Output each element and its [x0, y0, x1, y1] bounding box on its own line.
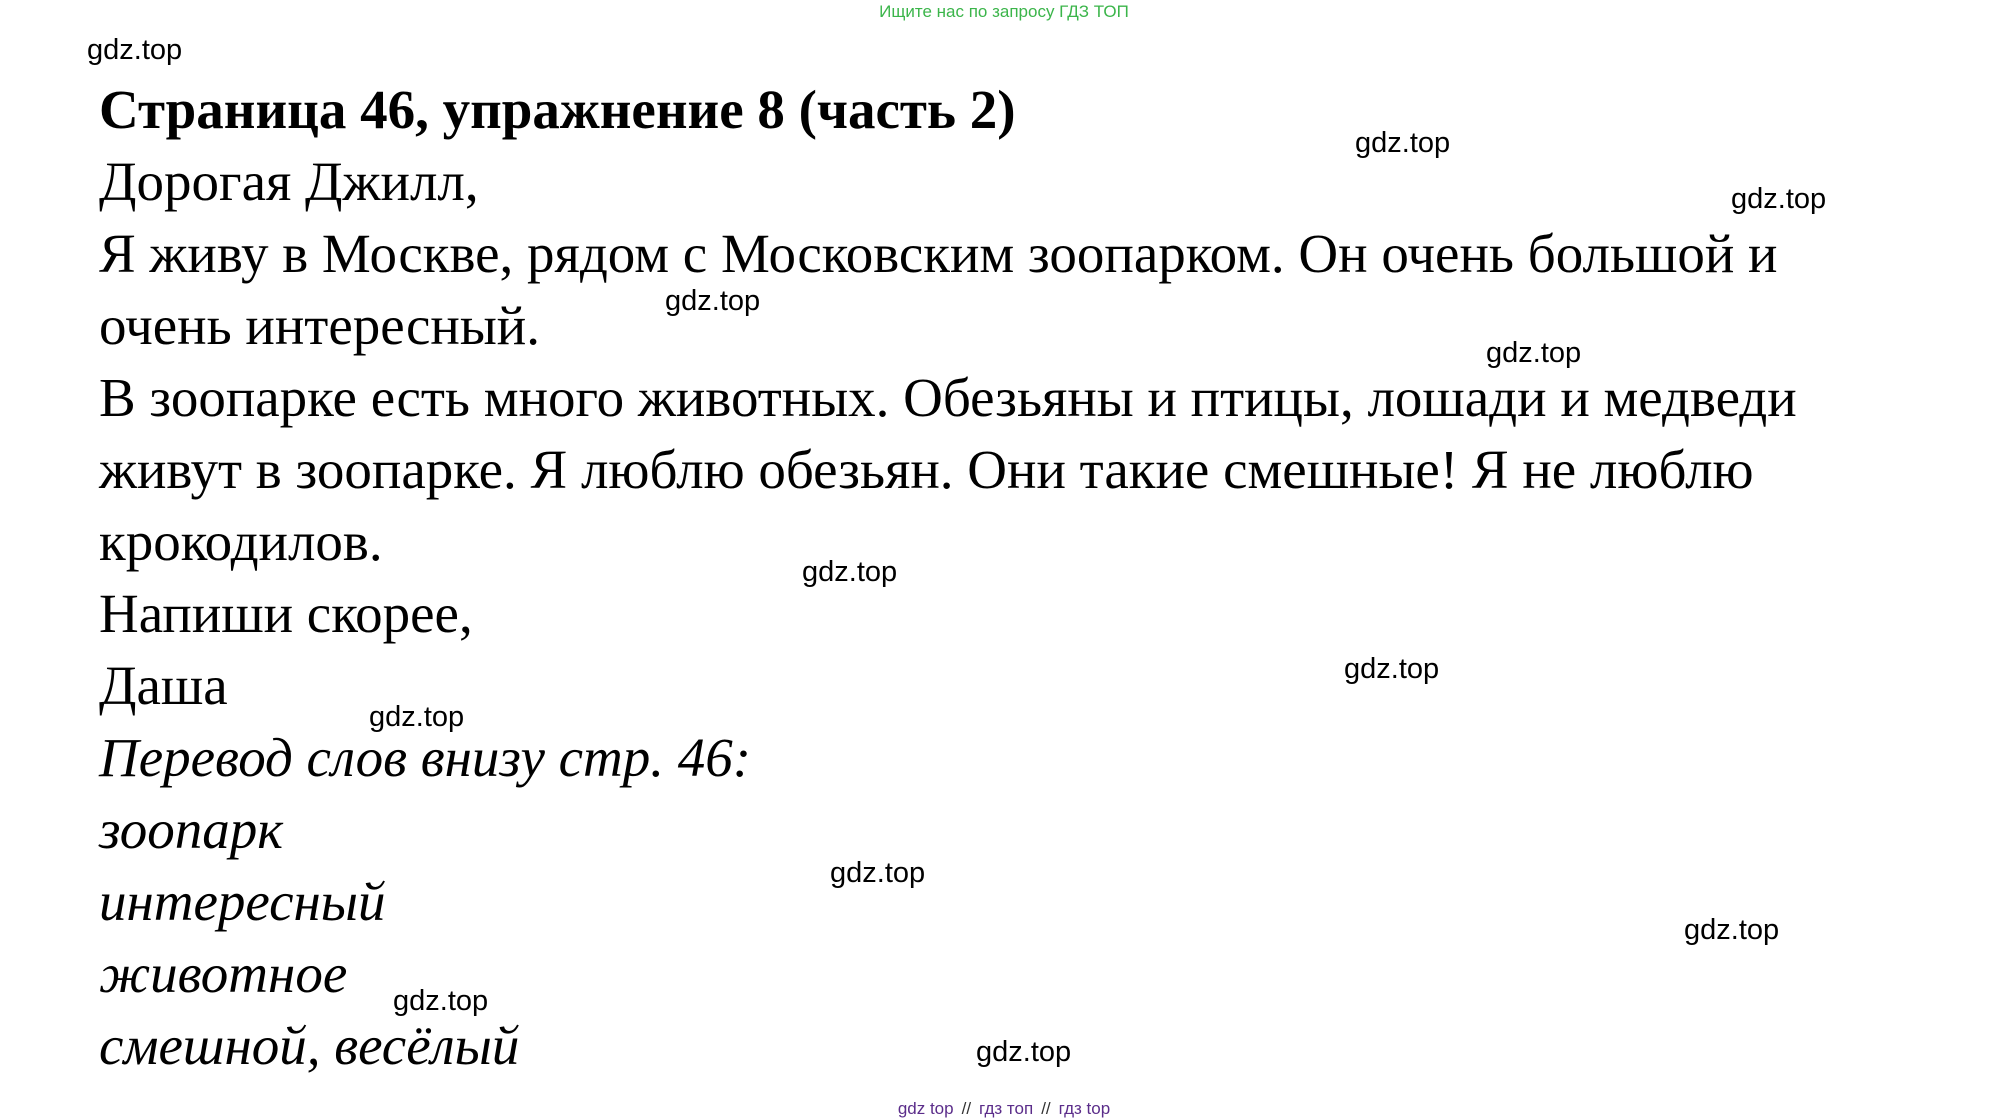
translation-heading: Перевод слов внизу стр. 46:	[99, 727, 752, 788]
top-banner: Ищите нас по запросу ГДЗ ТОП	[879, 2, 1129, 21]
letter-line: Напиши скорее,	[99, 583, 473, 644]
footer-separator: //	[1041, 1099, 1051, 1118]
translation-word: зоопарк	[99, 799, 283, 860]
watermark: gdz.top	[1355, 127, 1451, 159]
watermark: gdz.top	[830, 857, 926, 889]
letter-signature: Даша	[99, 655, 228, 716]
letter-line: очень интересный.	[99, 295, 540, 356]
letter-line: крокодилов.	[99, 511, 383, 572]
letter-line: В зоопарке есть много животных. Обезьяны и птицы, лошади и медведи	[99, 367, 1797, 428]
translation-word: смешной, весёлый	[99, 1015, 520, 1076]
letter-line: живут в зоопарке. Я люблю обезьян. Они такие смешные! Я не люблю	[99, 439, 1754, 500]
watermark: gdz.top	[665, 285, 761, 317]
watermark: gdz.top	[369, 701, 465, 733]
watermark: gdz.top	[802, 556, 898, 588]
translation-word: интересный	[99, 871, 386, 932]
footer-link-gdz-top-ru[interactable]: гдз топ	[979, 1099, 1034, 1118]
footer-links	[0, 1099, 2008, 1119]
watermark: gdz.top	[1344, 653, 1440, 685]
page-title: Страница 46, упражнение 8 (часть 2)	[99, 79, 1016, 140]
watermark: gdz.top	[87, 34, 183, 66]
watermark: gdz.top	[1731, 183, 1827, 215]
footer-link-gdz-top-mixed[interactable]: гдз top	[1058, 1099, 1111, 1118]
letter-line: Дорогая Джилл,	[99, 151, 479, 212]
footer-link-gdz-top[interactable]: gdz top	[897, 1099, 954, 1118]
watermark: gdz.top	[1684, 914, 1780, 946]
letter-line: Я живу в Москве, рядом с Московским зоопарком. Он очень большой и	[99, 223, 1778, 284]
watermark: gdz.top	[393, 985, 489, 1017]
translation-word: животное	[99, 943, 348, 1004]
watermark: gdz.top	[1486, 337, 1582, 369]
footer-separator: //	[961, 1099, 972, 1118]
watermark: gdz.top	[976, 1036, 1072, 1068]
